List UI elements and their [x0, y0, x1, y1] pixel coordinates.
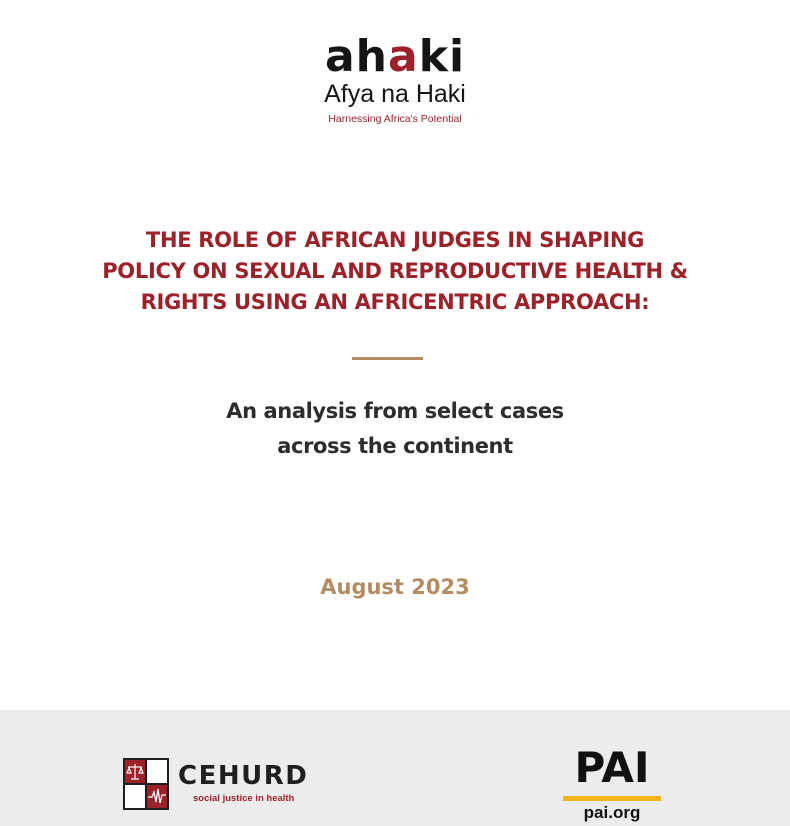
- title-line-1: THE ROLE OF AFRICAN JUDGES IN SHAPING: [145, 228, 645, 252]
- cehurd-tagline: social justice in health: [193, 793, 295, 804]
- title-line-2: POLICY ON SEXUAL AND REPRODUCTIVE HEALTH &: [102, 259, 688, 283]
- cehurd-emblem-icon: [123, 758, 169, 810]
- pai-logo: [563, 743, 661, 824]
- logo-tagline: Harnessing Africa's Potential: [328, 113, 462, 125]
- partner-footer: [0, 710, 790, 826]
- wordmark-part-1: ah: [324, 31, 388, 82]
- wordmark-part-3: ki: [418, 31, 466, 82]
- pai-accent-bar: [563, 796, 661, 801]
- pai-wordmark: PAI: [574, 743, 650, 792]
- cehurd-name: CEHURD: [178, 761, 309, 791]
- logo-name: Afya na Haki: [324, 80, 466, 108]
- title-line-3: RIGHTS USING AN AFRICENTRIC APPROACH:: [140, 290, 650, 314]
- document-subtitle: [60, 394, 730, 464]
- subtitle-line-1: An analysis from select cases: [226, 399, 564, 423]
- publication-date: August 2023: [320, 575, 470, 599]
- subtitle-line-2: across the continent: [277, 434, 513, 458]
- document-title: [40, 225, 750, 318]
- cehurd-logo: [123, 758, 333, 810]
- ahaki-wordmark: [324, 31, 466, 82]
- africa-accent-letter: a: [387, 31, 419, 82]
- pai-url: pai.org: [583, 803, 641, 822]
- title-divider: [352, 357, 423, 360]
- ahaki-logo: [0, 31, 790, 126]
